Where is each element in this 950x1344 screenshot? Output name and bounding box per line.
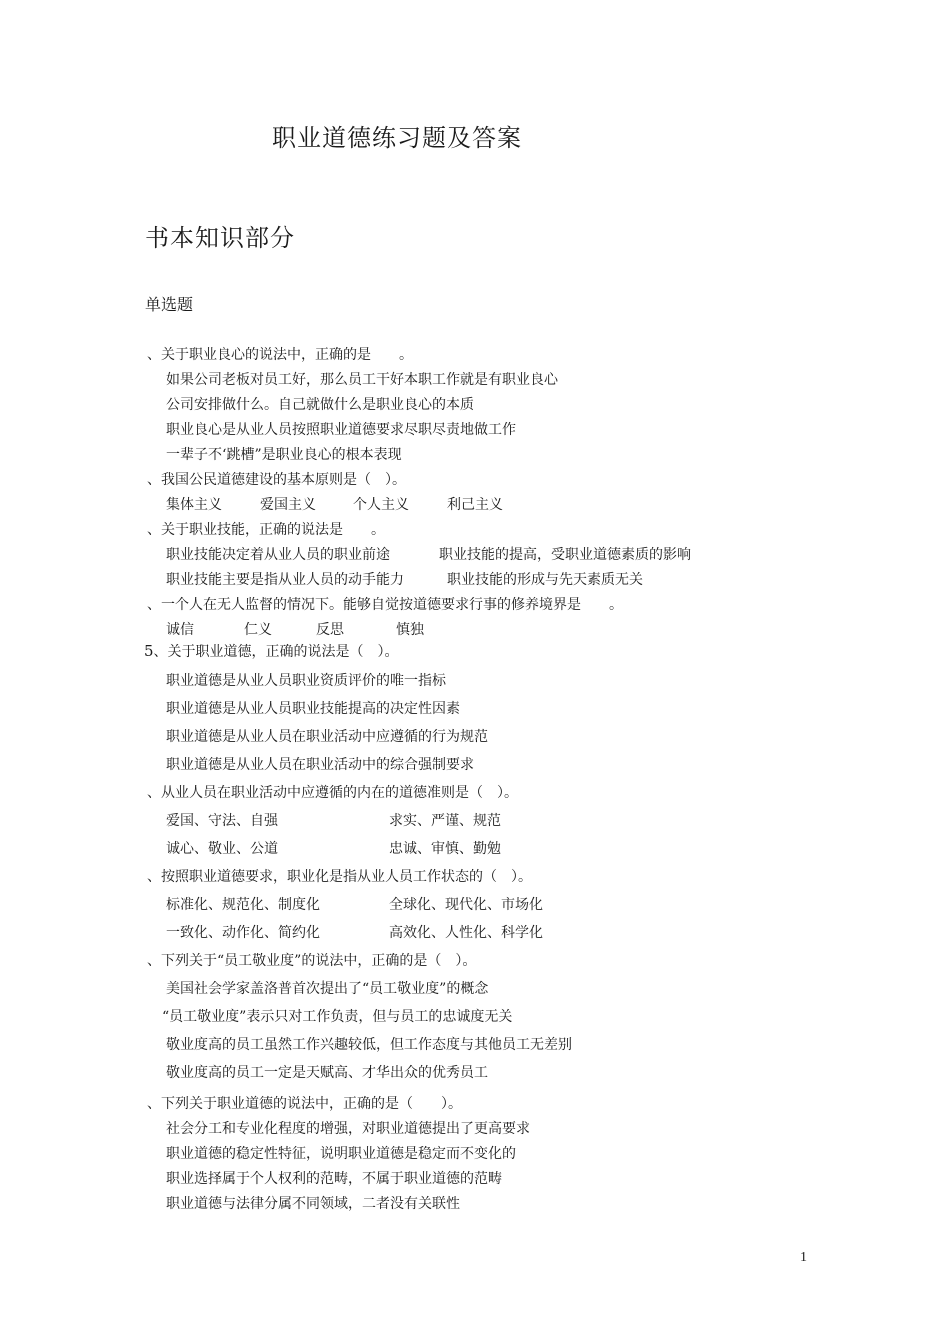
question-text: 、一个人在无人监督的情况下。能够自觉按道德要求行事的修养境界是 。 xyxy=(147,597,623,613)
option-7a: 标准化、规范化、制度化 xyxy=(166,897,320,913)
option-6d: 忠诚、审慎、勤勉 xyxy=(389,841,501,857)
option-5c: 职业道德是从业人员在职业活动中应遵循的行为规范 xyxy=(166,729,488,745)
option-9a: 社会分工和专业化程度的增强，对职业道德提出了更高要求 xyxy=(166,1121,530,1137)
option-7c: 一致化、动作化、简约化 xyxy=(166,925,320,941)
question-text: 、下列关于“员工敬业度”的说法中，正确的是（ ）。 xyxy=(147,953,477,969)
option-2d: 利己主义 xyxy=(447,497,503,513)
question-6 xyxy=(147,782,518,802)
option-5b: 职业道德是从业人员职业技能提高的决定性因素 xyxy=(166,701,460,717)
question-3 xyxy=(147,519,385,539)
question-number: 5 xyxy=(144,642,154,660)
question-text: 、关于职业良心的说法中，正确的是 。 xyxy=(147,347,413,363)
option-9b: 职业道德的稳定性特征，说明职业道德是稳定而不变化的 xyxy=(166,1146,516,1162)
question-text: 、按照职业道德要求，职业化是指从业人员工作状态的（ ）。 xyxy=(147,869,532,885)
option-4d: 慎独 xyxy=(396,622,424,638)
option-1c: 职业良心是从业人员按照职业道德要求尽职尽责地做工作 xyxy=(166,422,516,438)
question-text: 、关于职业技能，正确的说法是 。 xyxy=(147,522,385,538)
option-4c: 反思 xyxy=(316,622,344,638)
option-4a: 诚信 xyxy=(166,622,194,638)
question-text: 、从业人员在职业活动中应遵循的内在的道德准则是（ ）。 xyxy=(147,785,518,801)
question-9 xyxy=(147,1093,462,1113)
question-2 xyxy=(147,469,406,489)
option-3d: 职业技能的形成与先天素质无关 xyxy=(447,572,643,588)
section-heading: 书本知识部分 xyxy=(145,224,295,252)
option-3b: 职业技能的提高，受职业道德素质的影响 xyxy=(439,547,691,563)
question-1 xyxy=(147,344,413,364)
option-1b: 公司安排做什么。自己就做什么是职业良心的本质 xyxy=(166,397,474,413)
option-6b: 求实、严谨、规范 xyxy=(389,813,501,829)
option-2b: 爱国主义 xyxy=(260,497,316,513)
option-6a: 爱国、守法、自强 xyxy=(166,813,278,829)
option-7b: 全球化、现代化、市场化 xyxy=(389,897,543,913)
question-8 xyxy=(147,950,476,970)
option-5d: 职业道德是从业人员在职业活动中的综合强制要求 xyxy=(166,757,474,773)
option-8c: 敬业度高的员工虽然工作兴趣较低，但工作态度与其他员工无差别 xyxy=(166,1037,572,1053)
option-5a: 职业道德是从业人员职业资质评价的唯一指标 xyxy=(166,673,446,689)
option-3a: 职业技能决定着从业人员的职业前途 xyxy=(166,547,390,563)
question-5 xyxy=(144,641,399,661)
question-text: 、关于职业道德，正确的说法是（ ）。 xyxy=(153,644,399,660)
option-2c: 个人主义 xyxy=(353,497,409,513)
question-text: 、我国公民道德建设的基本原则是（ ）。 xyxy=(147,472,406,488)
question-4 xyxy=(147,594,623,614)
option-8b: “员工敬业度”表示只对工作负责，但与员工的忠诚度无关 xyxy=(162,1009,513,1025)
option-1a: 如果公司老板对员工好，那么员工干好本职工作就是有职业良心 xyxy=(166,372,558,388)
option-8a: 美国社会学家盖洛普首次提出了“员工敬业度”的概念 xyxy=(166,981,489,997)
option-9c: 职业选择属于个人权利的范畴，不属于职业道德的范畴 xyxy=(166,1171,502,1187)
subsection-heading: 单选题 xyxy=(145,295,194,314)
option-7d: 高效化、人性化、科学化 xyxy=(389,925,543,941)
option-2a: 集体主义 xyxy=(166,497,222,513)
document-title: 职业道德练习题及答案 xyxy=(272,124,522,152)
option-4b: 仁义 xyxy=(244,622,272,638)
question-7 xyxy=(147,866,532,886)
option-3c: 职业技能主要是指从业人员的动手能力 xyxy=(166,572,404,588)
option-8d: 敬业度高的员工一定是天赋高、才华出众的优秀员工 xyxy=(166,1065,488,1081)
option-1d: 一辈子不‘跳槽”是职业良心的根本表现 xyxy=(166,447,402,463)
page-number: 1 xyxy=(800,1250,807,1265)
option-6c: 诚心、敬业、公道 xyxy=(166,841,278,857)
question-text: 、下列关于职业道德的说法中，正确的是（ ）。 xyxy=(147,1096,462,1112)
option-9d: 职业道德与法律分属不同领域，二者没有关联性 xyxy=(166,1196,460,1212)
